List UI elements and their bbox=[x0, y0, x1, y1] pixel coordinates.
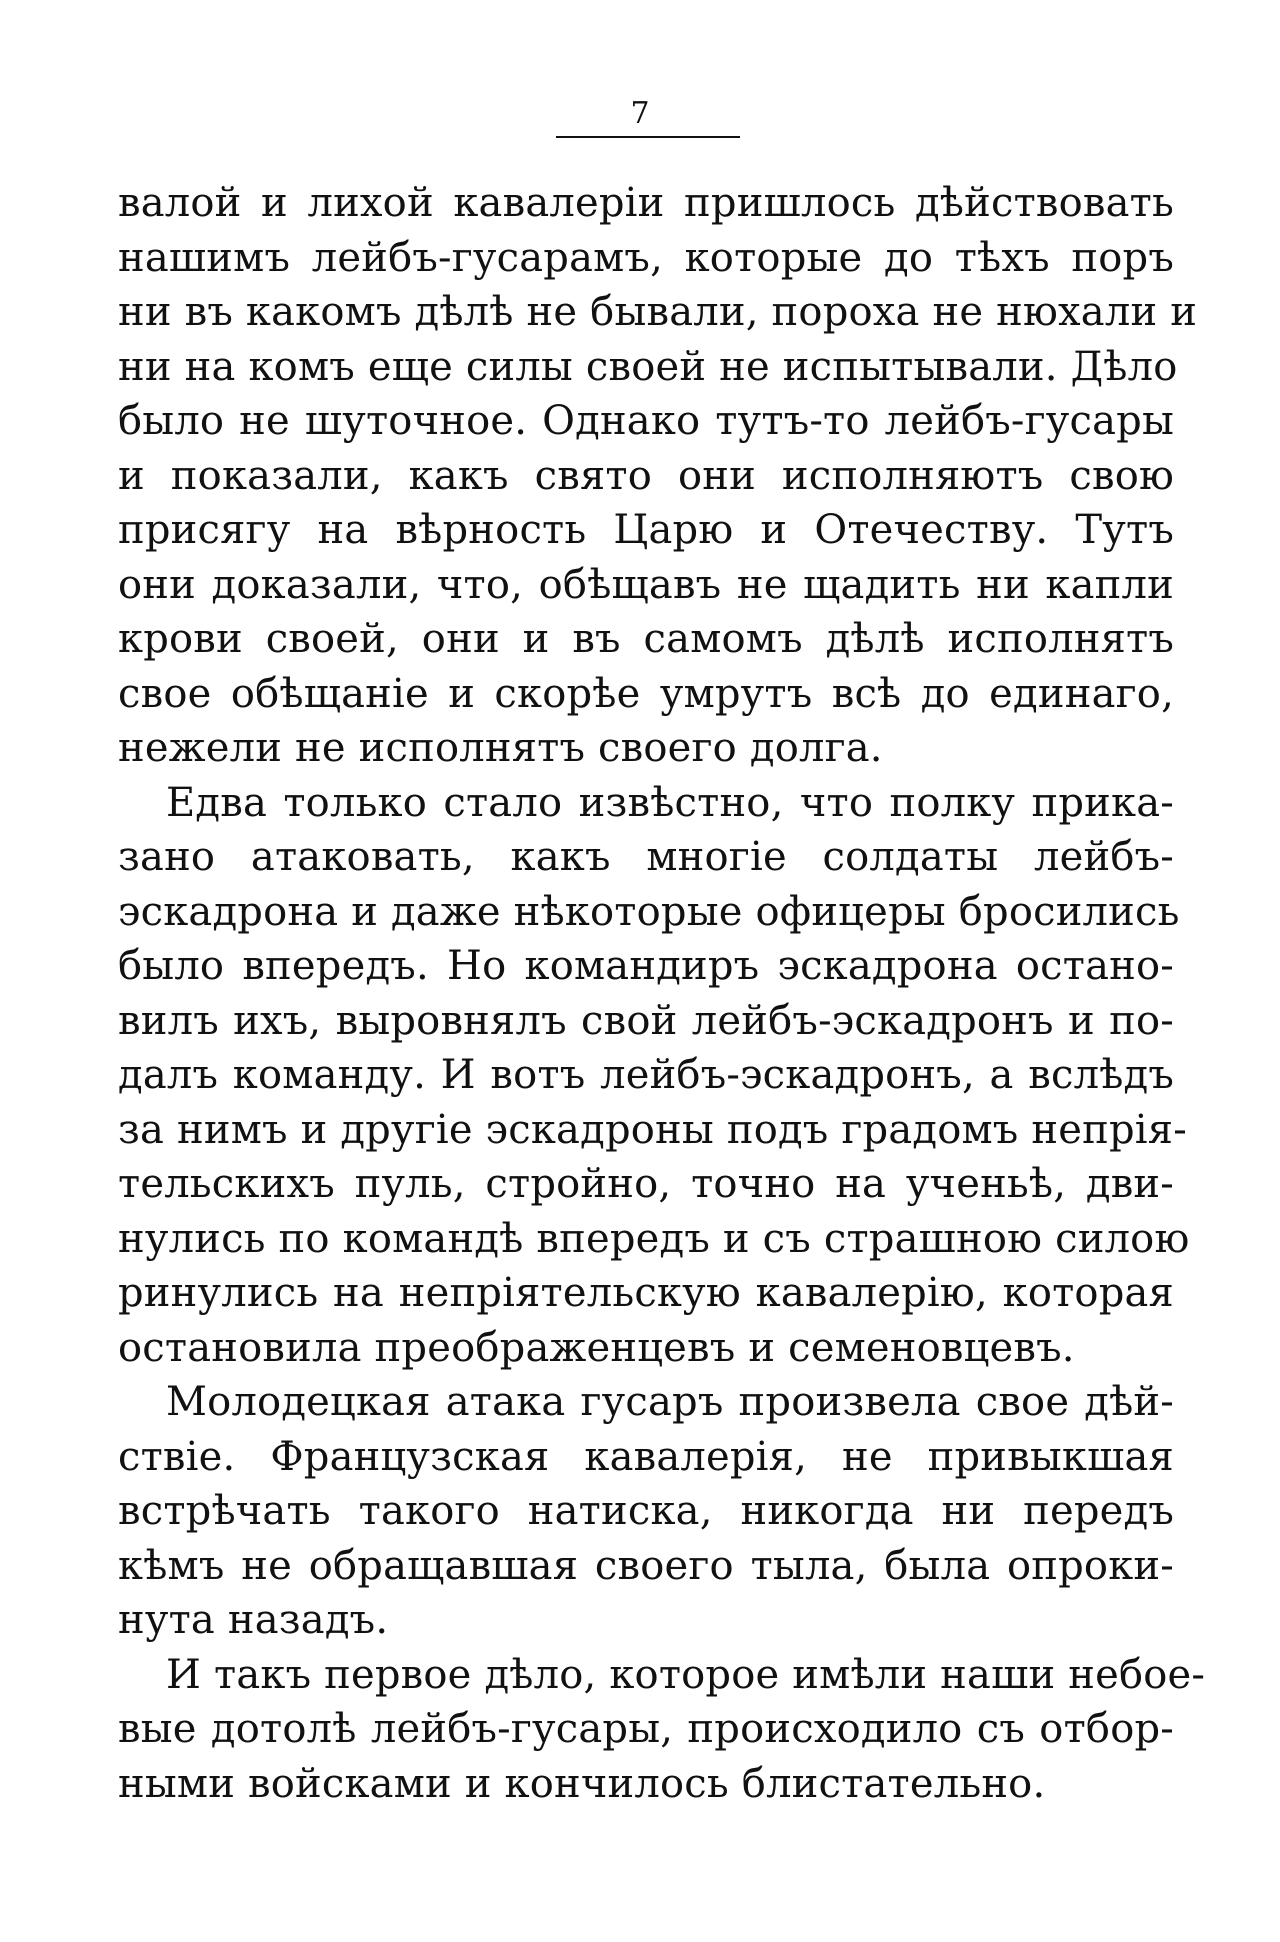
text-line: ствіе. Французская кавалерія, не привыкшая bbox=[118, 1433, 1174, 1480]
text-line: тельскихъ пуль, стройно, точно на ученьѣ, дви- bbox=[118, 1161, 1174, 1207]
body-text bbox=[118, 176, 1206, 1811]
header-rule bbox=[556, 136, 740, 138]
text-line: вые дотолѣ лейбъ-гусары, происходило съ отбор- bbox=[118, 1706, 1174, 1752]
text-line: Молодецкая атака гусаръ произвела свое дѣй- bbox=[166, 1379, 1174, 1425]
text-line: нута назадъ. bbox=[118, 1597, 389, 1643]
text-line: Едва только стало извѣстно, что полку прика- bbox=[166, 779, 1174, 826]
text-line: И такъ первое дѣло, которое имѣли наши небое- bbox=[166, 1651, 1206, 1698]
text-line: нулись по командѣ впередъ и съ страшною силою bbox=[118, 1215, 1190, 1262]
text-line: за нимъ и другіе эскадроны подъ градомъ непрія- bbox=[118, 1106, 1187, 1153]
text-line: нашимъ лейбъ-гусарамъ, которые до тѣхъ поръ bbox=[118, 234, 1174, 281]
text-line: крови своей, они и въ самомъ дѣлѣ исполнятъ bbox=[118, 616, 1174, 662]
text-line: встрѣчать такого натиска, никогда ни передъ bbox=[118, 1488, 1174, 1534]
text-line: было впередъ. Но командиръ эскадрона остано- bbox=[118, 943, 1174, 989]
paragraph bbox=[118, 1648, 1206, 1812]
text-line: и показали, какъ свято они исполняютъ свою bbox=[118, 452, 1174, 499]
text-line: зано атаковать, какъ многіе солдаты лейбъ- bbox=[118, 834, 1174, 880]
text-line: было не шуточное. Однако тутъ-то лейбъ-гусары bbox=[118, 398, 1174, 444]
text-line: ринулись на непріятельскую кавалерію, которая bbox=[118, 1270, 1174, 1316]
paragraph bbox=[118, 1375, 1174, 1648]
text-line: далъ команду. И вотъ лейбъ-эскадронъ, а вслѣдъ bbox=[118, 1052, 1174, 1098]
paragraph bbox=[118, 176, 1198, 776]
text-line: ни въ какомъ дѣлѣ не бывали, пороха не нюхали и bbox=[118, 289, 1198, 335]
text-line: нежели не исполнятъ своего долга. bbox=[118, 725, 883, 771]
text-line: эскадрона и даже нѣкоторые офицеры бросились bbox=[118, 888, 1180, 935]
text-line: остановила преображенцевъ и семеновцевъ. bbox=[118, 1324, 1075, 1371]
text-line: валой и лихой кавалеріи пришлось дѣйствовать bbox=[118, 180, 1174, 226]
paragraph bbox=[118, 776, 1190, 1376]
text-line: присягу на вѣрность Царю и Отечеству. Тутъ bbox=[118, 507, 1174, 553]
text-line: кѣмъ не обращавшая своего тыла, была опроки- bbox=[118, 1542, 1174, 1589]
page-number: 7 bbox=[630, 96, 650, 131]
text-line: ными войсками и кончилось блистательно. bbox=[118, 1760, 1046, 1807]
text-line: они доказали, что, обѣщавъ не щадить ни капли bbox=[118, 561, 1174, 608]
text-line: вилъ ихъ, выровнялъ свой лейбъ-эскадронъ и по- bbox=[118, 997, 1174, 1044]
text-line: ни на комъ еще силы своей не испытывали. Дѣло bbox=[118, 343, 1178, 390]
text-line: свое обѣщаніе и скорѣе умрутъ всѣ до единаго, bbox=[118, 670, 1174, 717]
